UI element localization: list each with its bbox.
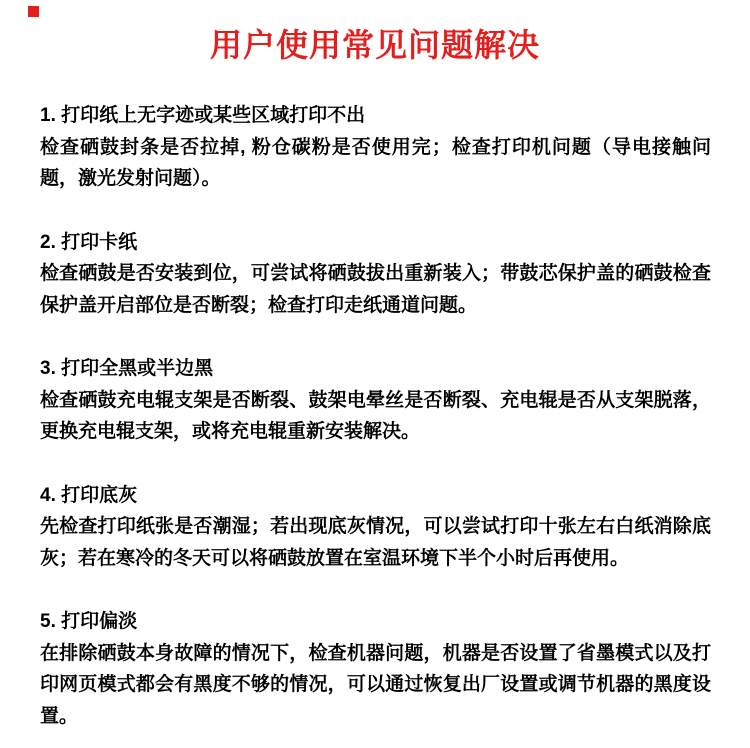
faq-body: 检查硒鼓封条是否拉掉, 粉仓碳粉是否使用完；检查打印机问题（导电接触问题，激光发射问题）。 xyxy=(40,136,711,189)
faq-body: 检查硒鼓是否安装到位，可尝试将硒鼓拔出重新装入；带鼓芯保护盖的硒鼓检查保护盖开启部位是否断裂；检查打印走纸通道问题。 xyxy=(40,263,711,316)
faq-heading: 2. 打印卡纸 xyxy=(40,231,138,253)
faq-list xyxy=(0,62,750,732)
corner-mark-icon xyxy=(28,6,39,17)
faq-body: 先检查打印纸张是否潮湿；若出现底灰情况，可以尝试打印十张左右白纸消除底灰；若在寒冷的冬天可以将硒鼓放置在室温环境下半个小时后再使用。 xyxy=(40,516,711,569)
faq-heading: 3. 打印全黑或半边黑 xyxy=(40,358,214,379)
faq-body: 在排除硒鼓本身故障的情况下，检查机器问题，机器是否设置了省墨模式以及打印网页模式都会有黑度不够的情况，可以通过恢复出厂设置或调节机器的黑度设置。 xyxy=(40,642,711,727)
faq-heading: 1. 打印纸上无字迹或某些区域打印不出 xyxy=(40,105,366,126)
faq-heading: 4. 打印底灰 xyxy=(40,484,138,506)
faq-heading: 5. 打印偏淡 xyxy=(40,611,138,632)
faq-item-3 xyxy=(40,353,711,448)
faq-item-4 xyxy=(40,480,711,575)
page-title: 用户使用常见问题解决 xyxy=(209,27,540,63)
faq-body: 检查硒鼓充电辊支架是否断裂、鼓架电晕丝是否断裂、充电辊是否从支架脱落，更换充电辊支架，或将充电辊重新安装解决。 xyxy=(40,389,711,442)
faq-item-5 xyxy=(40,606,711,732)
faq-item-2 xyxy=(40,227,711,322)
faq-item-1 xyxy=(40,100,711,195)
